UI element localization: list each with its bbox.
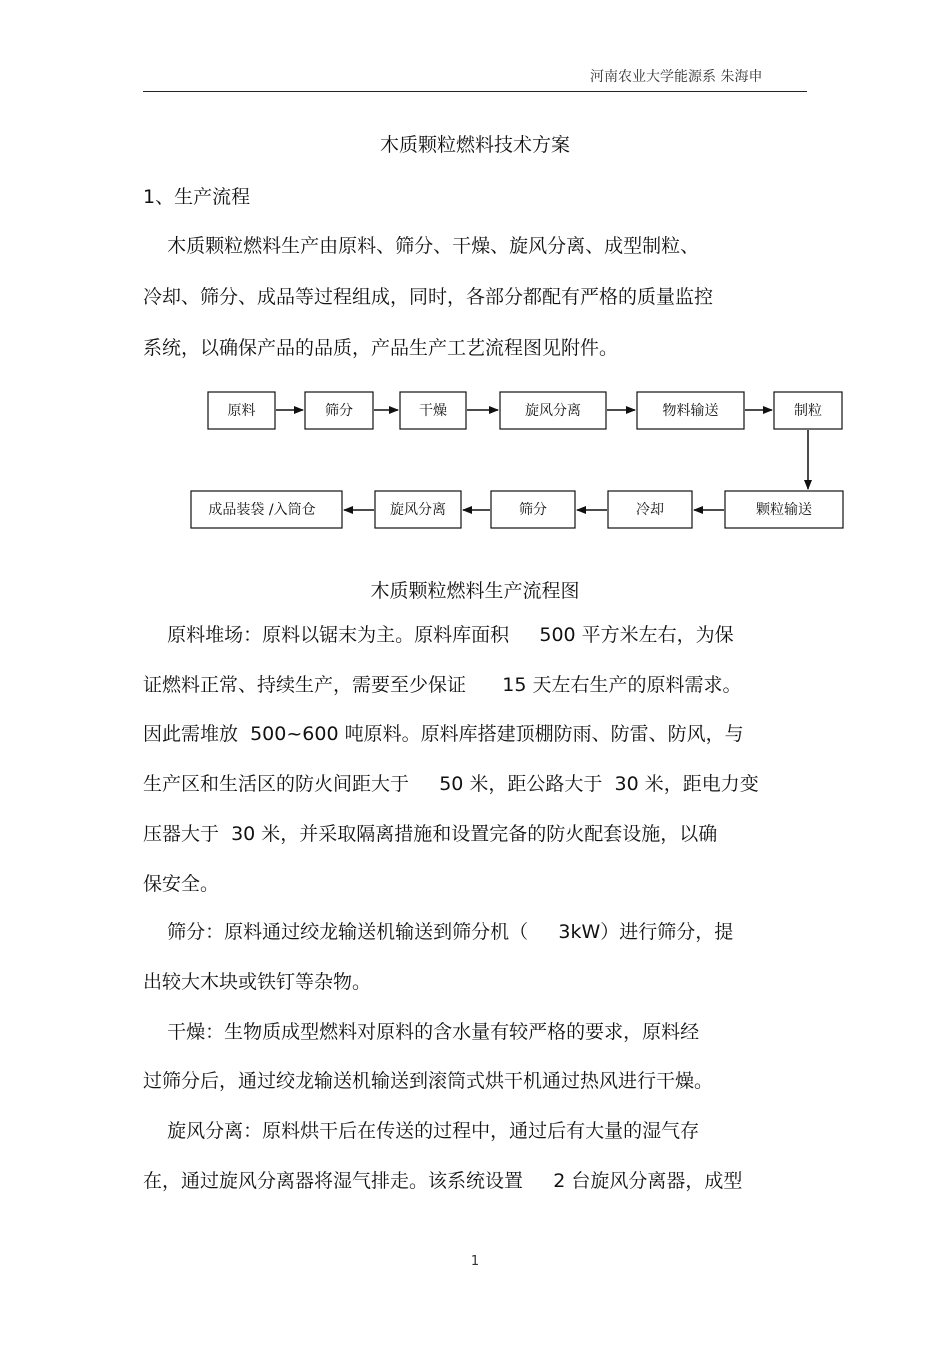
- body-line: 过筛分后，通过绞龙输送机输送到滚筒式烘干机通过热风进行干燥。: [143, 1070, 714, 1092]
- intro-line: 木质颗粒燃料生产由原料、筛分、干燥、旋风分离、成型制粒、: [143, 235, 700, 257]
- flow-box-label: 成品装袋 /入筒仓: [208, 502, 316, 518]
- flow-box-label: 旋风分离: [525, 403, 581, 419]
- flow-box-pelletizing: [774, 392, 842, 429]
- flow-box-cooling: [608, 491, 692, 528]
- flow-box-label: 筛分: [519, 502, 547, 518]
- flow-box-pellet-conveying: [725, 491, 843, 528]
- section-heading: 1、生产流程: [143, 186, 251, 208]
- body-line: 证燃料正常、持续生产，需要至少保证 15 天左右生产的原料需求。: [143, 674, 742, 696]
- flow-box-drying: [400, 392, 466, 429]
- flow-box-label: 颗粒输送: [756, 502, 812, 518]
- body-line: 出较大木块或铁钉等杂物。: [143, 971, 372, 993]
- body-line: 压器大于 30 米，并采取隔离措施和设置完备的防火配套设施，以确: [143, 823, 718, 845]
- flow-box-label: 干燥: [419, 403, 447, 419]
- header-rule: [143, 91, 807, 92]
- body-line: 生产区和生活区的防火间距大于 50 米，距公路大于 30 米，距电力变: [143, 773, 759, 795]
- flow-box-cyclone-1: [500, 392, 606, 429]
- page-number: 1: [470, 1254, 480, 1269]
- flow-box-label: 制粒: [794, 403, 822, 419]
- flow-diagram: [0, 0, 950, 560]
- body-line: 干燥：生物质成型燃料对原料的含水量有较严格的要求，原料经: [143, 1021, 700, 1043]
- body-line: 在，通过旋风分离器将湿气排走。该系统设置 2 台旋风分离器，成型: [143, 1170, 743, 1192]
- flow-box-screening-1: [305, 392, 373, 429]
- body-line: 因此需堆放 500~600 吨原料。原料库搭建顶棚防雨、防雷、防风，与: [143, 723, 744, 745]
- intro-line: 冷却、筛分、成品等过程组成，同时，各部分都配有严格的质量监控: [143, 286, 714, 308]
- diagram-caption: 木质颗粒燃料生产流程图: [370, 580, 580, 602]
- flow-box-label: 冷却: [636, 502, 664, 518]
- flow-box-label: 筛分: [325, 403, 353, 419]
- flow-box-raw-material: [208, 392, 275, 429]
- flow-box-label: 物料输送: [662, 403, 719, 419]
- document-title: 木质颗粒燃料技术方案: [379, 134, 570, 156]
- intro-line: 系统，以确保产品的品质，产品生产工艺流程图见附件。: [143, 337, 619, 359]
- flow-box-bagging-silo: [191, 491, 342, 528]
- body-line: 筛分：原料通过绞龙输送机输送到筛分机（ 3kW）进行筛分，提: [143, 921, 734, 943]
- page-header-text: 河南农业大学能源系 朱海申: [590, 69, 763, 85]
- flow-box-screening-2: [491, 491, 575, 528]
- body-line: 旋风分离：原料烘干后在传送的过程中，通过后有大量的湿气存: [143, 1120, 700, 1142]
- flow-box-material-conveying: [637, 392, 744, 429]
- body-line: 保安全。: [143, 873, 220, 895]
- flow-box-cyclone-2: [375, 491, 461, 528]
- body-line: 原料堆场：原料以锯末为主。原料库面积 500 平方米左右，为保: [143, 624, 734, 646]
- flow-box-label: 旋风分离: [390, 502, 446, 518]
- flow-box-label: 原料: [227, 403, 256, 419]
